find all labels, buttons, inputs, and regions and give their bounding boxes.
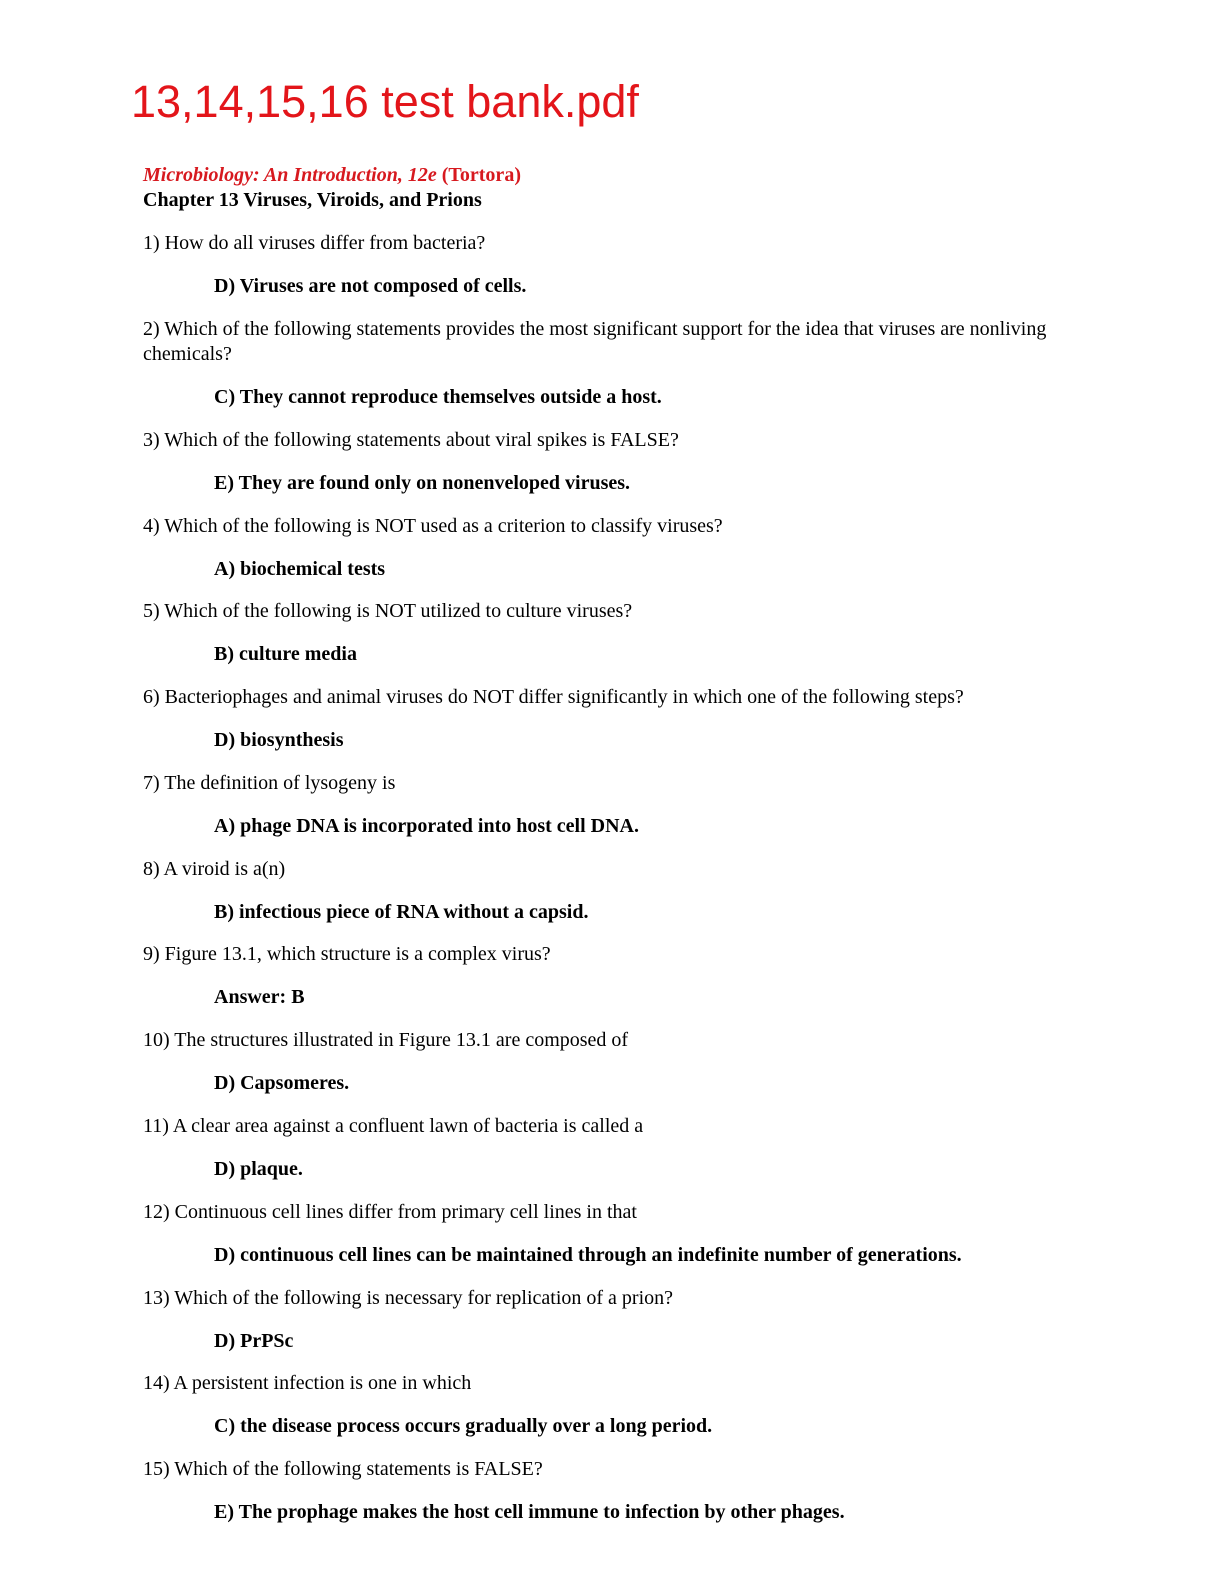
question-text: 3) Which of the following statements about viral spikes is FALSE? [143,429,679,451]
answer-text: A) biochemical tests [214,558,386,580]
question-item [143,1200,1063,1268]
answer-text: E) They are found only on nonenveloped viruses. [214,472,631,494]
answer-text: B) culture media [214,643,357,665]
question-text: 12) Continuous cell lines differ from primary cell lines in that [143,1201,637,1223]
question-item [143,1457,1063,1525]
question-text: 4) Which of the following is NOT used as a criterion to classify viruses? [143,515,723,537]
question-item [143,1114,1063,1182]
question-item [143,231,1063,299]
answer-text: B) infectious piece of RNA without a capsid. [214,901,589,923]
answer-text: D) Capsomeres. [214,1072,350,1094]
question-text: 8) A viroid is a(n) [143,858,286,880]
answer-text: D) biosynthesis [214,729,344,751]
answer-text: D) PrPSc [214,1330,294,1352]
answer-text: D) plaque. [214,1158,303,1180]
chapter-heading: Chapter 13 Viruses, Viroids, and Prions [143,189,482,211]
answer-text: E) The prophage makes the host cell immune to infection by other phages. [214,1501,845,1523]
question-text: 5) Which of the following is NOT utilized to culture viruses? [143,600,633,622]
answer-text: D) Viruses are not composed of cells. [214,275,527,297]
question-text: 14) A persistent infection is one in which [143,1372,472,1394]
book-reference [143,163,521,187]
question-item [143,1371,1063,1439]
question-item [143,599,1063,667]
question-text: 9) Figure 13.1, which structure is a complex virus? [143,943,551,965]
question-text: 6) Bacteriophages and animal viruses do NOT differ significantly in which one of the following steps? [143,686,964,708]
question-text: 2) Which of the following statements provides the most significant support for the idea that viruses are nonliving chemicals? [143,318,1047,365]
document-title: 13,14,15,16 test bank.pdf [131,76,639,127]
question-item [143,857,1063,925]
question-item [143,685,1063,753]
answer-text: C) They cannot reproduce themselves outside a host. [214,386,662,408]
question-item [143,428,1063,496]
question-text: 15) Which of the following statements is FALSE? [143,1458,543,1480]
question-item [143,771,1063,839]
question-text: 10) The structures illustrated in Figure 13.1 are composed of [143,1029,629,1051]
book-title: Microbiology: An Introduction, 12e [143,164,437,186]
answer-text: A) phage DNA is incorporated into host cell DNA. [214,815,639,837]
question-text: 11) A clear area against a confluent lawn of bacteria is called a [143,1115,644,1137]
answer-text: Answer: B [214,986,305,1008]
question-item [143,1028,1063,1096]
answer-text: C) the disease process occurs gradually over a long period. [214,1415,713,1437]
question-text: 13) Which of the following is necessary for replication of a prion? [143,1287,674,1309]
book-author: (Tortora) [441,164,521,186]
question-item [143,317,1063,410]
question-text: 1) How do all viruses differ from bacteria? [143,232,486,254]
question-item [143,942,1063,1010]
question-item [143,514,1063,582]
question-item [143,1286,1063,1354]
answer-text: D) continuous cell lines can be maintained through an indefinite number of generations. [214,1244,962,1266]
question-text: 7) The definition of lysogeny is [143,772,396,794]
